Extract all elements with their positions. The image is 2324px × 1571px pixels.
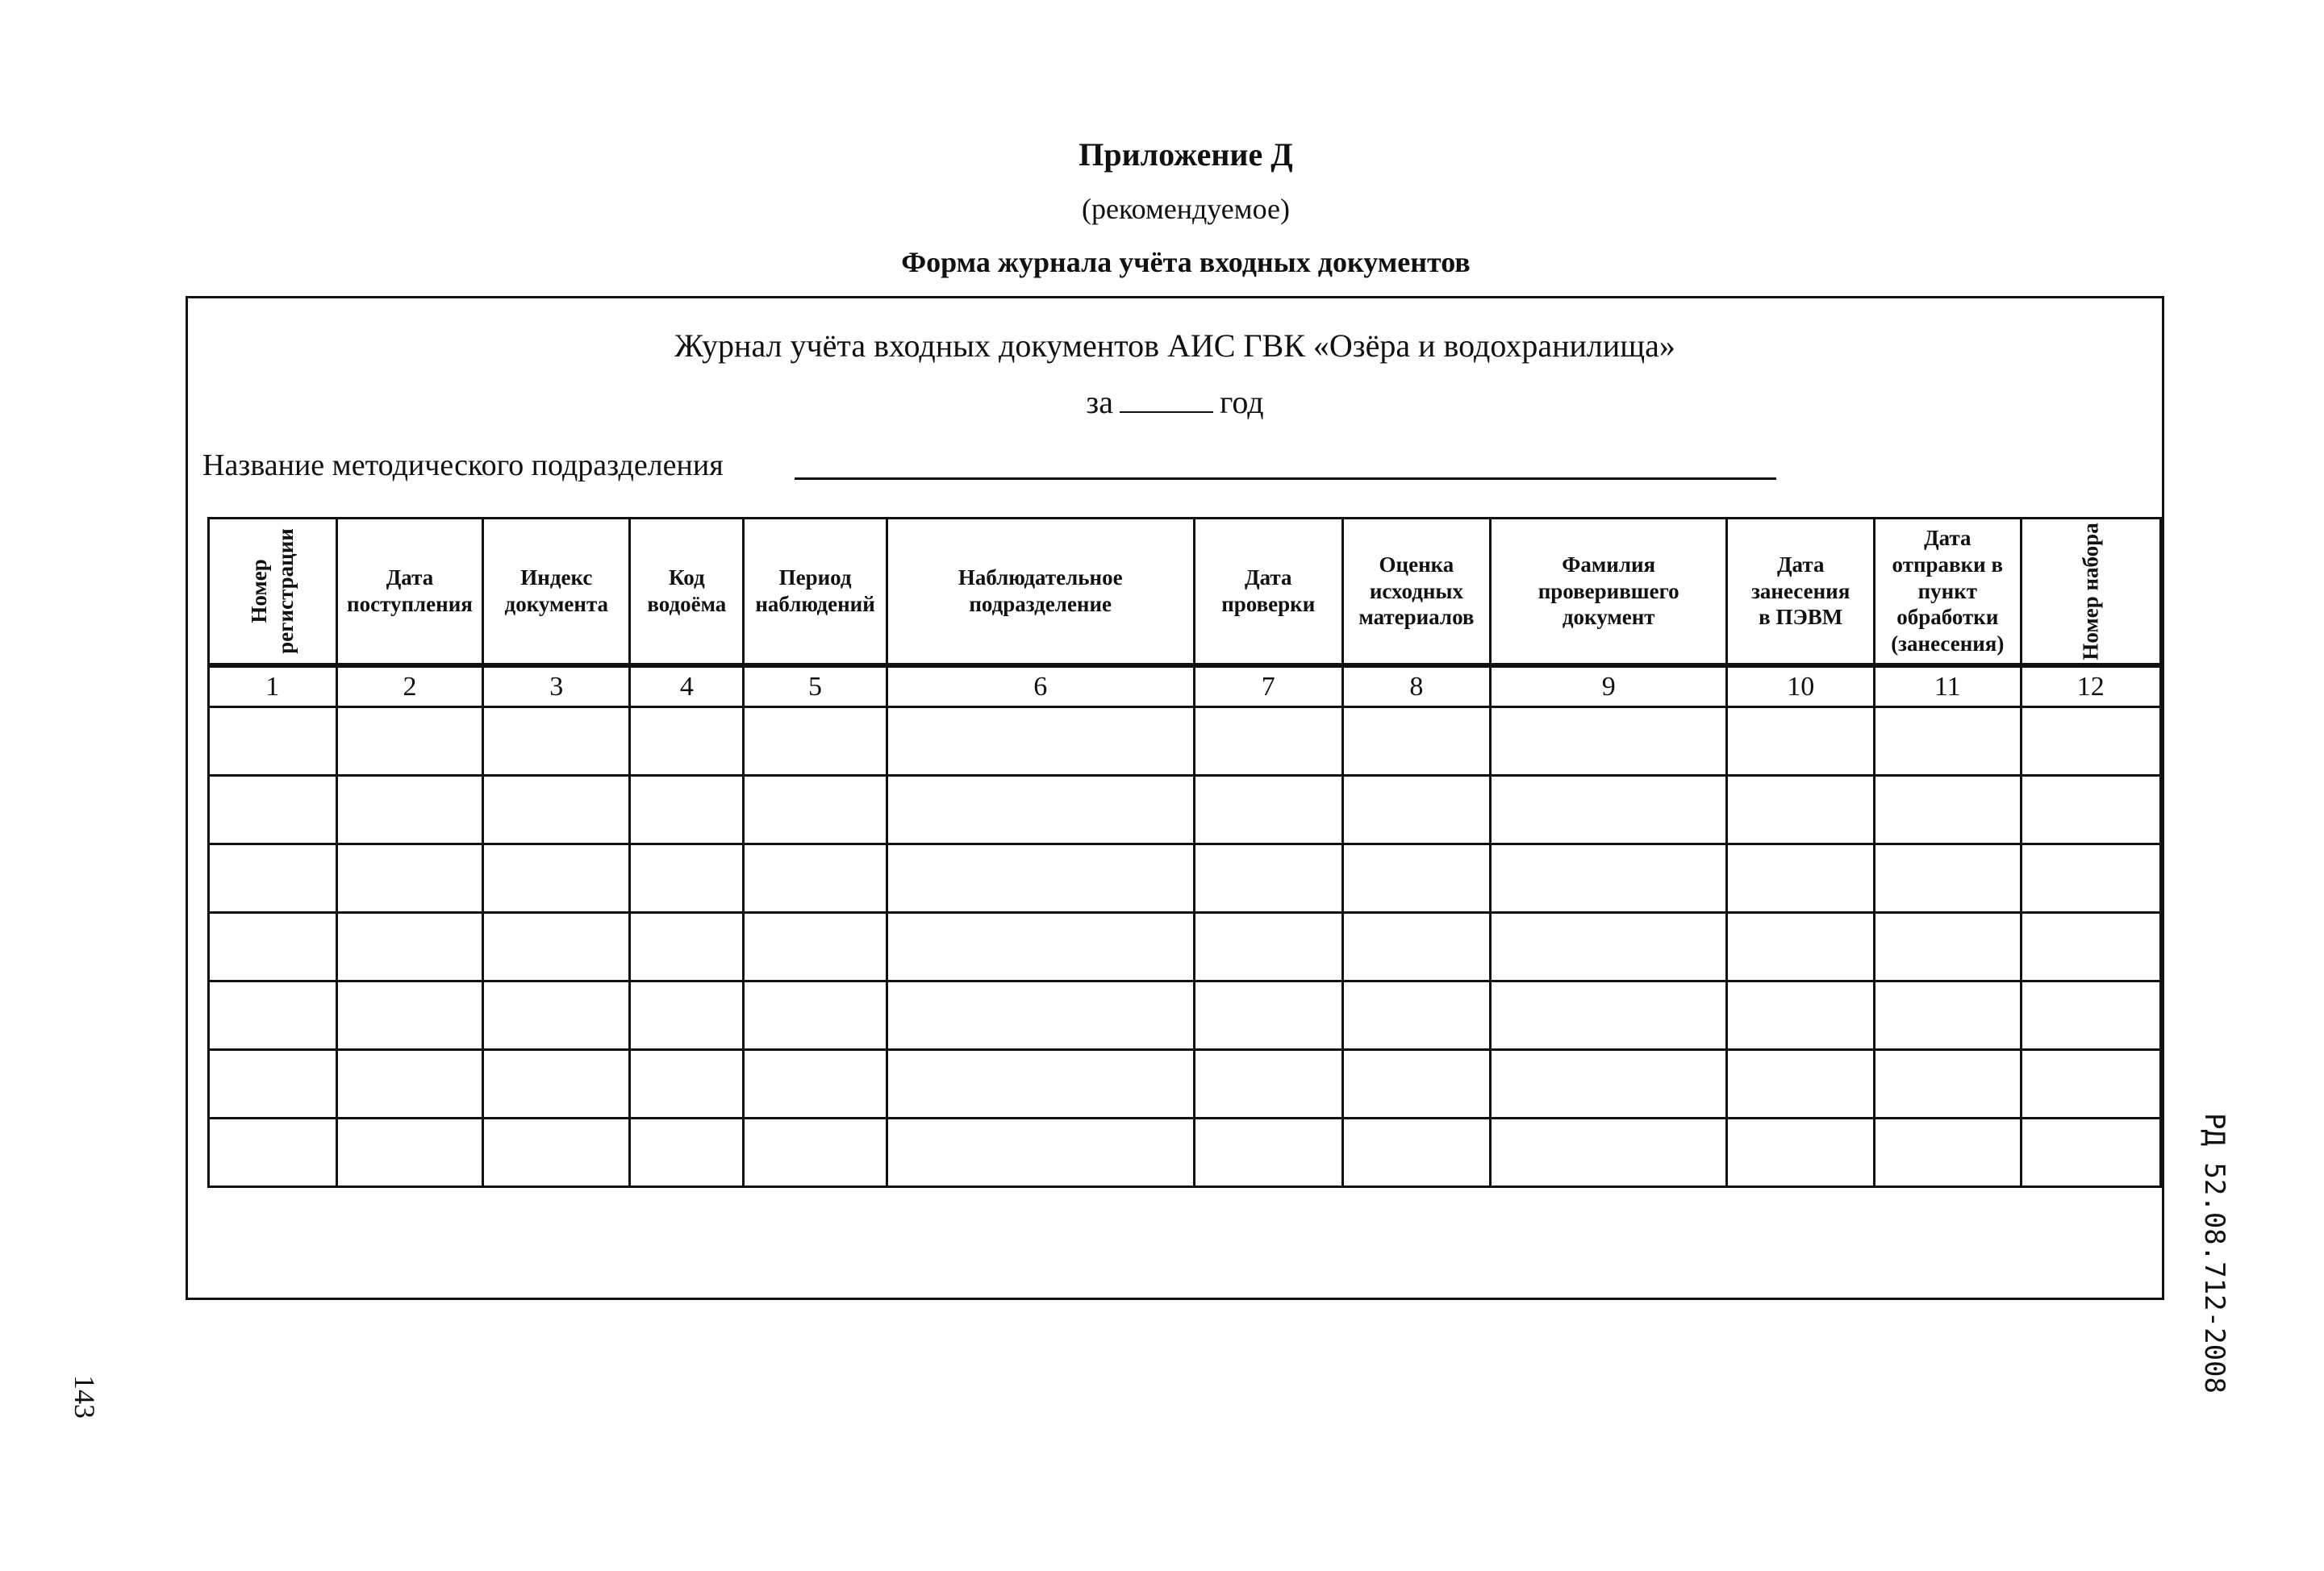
empty-cell[interactable] bbox=[483, 913, 630, 981]
column-number: 1 bbox=[209, 665, 337, 707]
empty-cell[interactable] bbox=[209, 776, 337, 844]
header-line: регистрации bbox=[273, 528, 298, 654]
header-line: Номер bbox=[246, 559, 271, 623]
empty-cell[interactable] bbox=[630, 913, 744, 981]
empty-cell[interactable] bbox=[1194, 913, 1342, 981]
empty-cell[interactable] bbox=[336, 1050, 483, 1119]
empty-cell[interactable] bbox=[1342, 844, 1490, 913]
empty-cell[interactable] bbox=[1194, 776, 1342, 844]
appendix-status: (рекомендуемое) bbox=[1082, 193, 1290, 225]
col-header-water-body-code: Код водоёма bbox=[630, 519, 744, 666]
header-row bbox=[209, 519, 2161, 666]
col-header-materials-assessment: Оценка исходных материалов bbox=[1342, 519, 1490, 666]
empty-cell[interactable] bbox=[483, 1119, 630, 1187]
empty-cell[interactable] bbox=[1342, 1119, 1490, 1187]
empty-cell[interactable] bbox=[887, 1119, 1194, 1187]
empty-cell[interactable] bbox=[887, 844, 1194, 913]
empty-cell[interactable] bbox=[887, 981, 1194, 1050]
empty-cell[interactable] bbox=[1727, 1050, 1875, 1119]
empty-cell[interactable] bbox=[209, 1050, 337, 1119]
empty-cell[interactable] bbox=[744, 913, 887, 981]
empty-cell[interactable] bbox=[1875, 1119, 2022, 1187]
empty-cell[interactable] bbox=[630, 707, 744, 776]
empty-cell[interactable] bbox=[744, 707, 887, 776]
department-blank-line[interactable] bbox=[795, 477, 1776, 480]
empty-cell[interactable] bbox=[1194, 1050, 1342, 1119]
col-header-set-number bbox=[2021, 519, 2160, 666]
column-number: 6 bbox=[887, 665, 1194, 707]
empty-cell[interactable] bbox=[1875, 844, 2022, 913]
empty-cell[interactable] bbox=[2021, 844, 2160, 913]
empty-cell[interactable] bbox=[630, 844, 744, 913]
department-label: Название методического подразделения bbox=[202, 448, 724, 482]
empty-cell[interactable] bbox=[209, 707, 337, 776]
empty-cell[interactable] bbox=[483, 776, 630, 844]
year-suffix: год bbox=[1219, 384, 1264, 420]
empty-cell[interactable] bbox=[336, 707, 483, 776]
table-row bbox=[209, 776, 2161, 844]
empty-cell[interactable] bbox=[1875, 981, 2022, 1050]
year-blank[interactable] bbox=[1120, 382, 1213, 413]
year-line bbox=[188, 382, 2162, 421]
column-number: 2 bbox=[336, 665, 483, 707]
column-number: 10 bbox=[1727, 665, 1875, 707]
col-header-observation-unit: Наблюдательное подразделение bbox=[887, 519, 1194, 666]
col-header-document-index: Индекс документа bbox=[483, 519, 630, 666]
column-number: 7 bbox=[1194, 665, 1342, 707]
empty-cell[interactable] bbox=[1194, 844, 1342, 913]
empty-cell[interactable] bbox=[2021, 1119, 2160, 1187]
empty-cell[interactable] bbox=[1727, 1119, 1875, 1187]
empty-cell[interactable] bbox=[2021, 707, 2160, 776]
col-header-dispatch-date: Дата отправки в пункт обработки (занесения) bbox=[1875, 519, 2022, 666]
empty-cell[interactable] bbox=[887, 913, 1194, 981]
appendix-title: Приложение Д bbox=[1079, 136, 1293, 173]
empty-cell[interactable] bbox=[2021, 981, 2160, 1050]
empty-cell[interactable] bbox=[630, 1119, 744, 1187]
empty-cell[interactable] bbox=[887, 707, 1194, 776]
table-row bbox=[209, 707, 2161, 776]
empty-cell[interactable] bbox=[209, 913, 337, 981]
journal-table bbox=[207, 517, 2162, 1188]
form-frame bbox=[186, 296, 2164, 1300]
empty-cell[interactable] bbox=[2021, 1050, 2160, 1119]
column-number: 9 bbox=[1491, 665, 1727, 707]
empty-cell[interactable] bbox=[1342, 707, 1490, 776]
page-number: 143 bbox=[69, 1375, 101, 1419]
empty-cell[interactable] bbox=[1875, 707, 2022, 776]
empty-cell[interactable] bbox=[1342, 1050, 1490, 1119]
empty-cell[interactable] bbox=[1727, 844, 1875, 913]
empty-cell[interactable] bbox=[744, 1050, 887, 1119]
column-number: 8 bbox=[1342, 665, 1490, 707]
col-header-check-date: Дата проверки bbox=[1194, 519, 1342, 666]
empty-cell[interactable] bbox=[1491, 1119, 1727, 1187]
column-number: 3 bbox=[483, 665, 630, 707]
empty-cell[interactable] bbox=[1342, 981, 1490, 1050]
empty-cell[interactable] bbox=[1875, 1050, 2022, 1119]
empty-cell[interactable] bbox=[1727, 707, 1875, 776]
column-number: 12 bbox=[2021, 665, 2160, 707]
empty-cell[interactable] bbox=[744, 844, 887, 913]
empty-cell[interactable] bbox=[744, 981, 887, 1050]
empty-cell[interactable] bbox=[1727, 981, 1875, 1050]
empty-cell[interactable] bbox=[630, 1050, 744, 1119]
empty-cell[interactable] bbox=[483, 707, 630, 776]
column-number: 4 bbox=[630, 665, 744, 707]
column-number: 11 bbox=[1875, 665, 2022, 707]
empty-cell[interactable] bbox=[336, 913, 483, 981]
set-number-label: Номер набора bbox=[2078, 522, 2103, 660]
empty-cell[interactable] bbox=[1342, 776, 1490, 844]
empty-cell[interactable] bbox=[1491, 1050, 1727, 1119]
empty-cell[interactable] bbox=[1491, 981, 1727, 1050]
empty-cell[interactable] bbox=[209, 1119, 337, 1187]
empty-cell[interactable] bbox=[336, 844, 483, 913]
empty-cell[interactable] bbox=[1194, 981, 1342, 1050]
empty-cell[interactable] bbox=[887, 1050, 1194, 1119]
table-row bbox=[209, 844, 2161, 913]
empty-cell[interactable] bbox=[1491, 844, 1727, 913]
year-prefix: за bbox=[1086, 384, 1113, 420]
empty-cell[interactable] bbox=[209, 981, 337, 1050]
empty-cell[interactable] bbox=[1491, 707, 1727, 776]
empty-cell[interactable] bbox=[1727, 913, 1875, 981]
table-row bbox=[209, 913, 2161, 981]
column-number: 5 bbox=[744, 665, 887, 707]
journal-title: Журнал учёта входных документов АИС ГВК «Озёра и водохранилища» bbox=[674, 327, 1675, 364]
empty-cell[interactable] bbox=[2021, 776, 2160, 844]
empty-cell[interactable] bbox=[1194, 707, 1342, 776]
table-row bbox=[209, 981, 2161, 1050]
column-number-row bbox=[209, 665, 2161, 707]
col-header-registration-number bbox=[209, 519, 337, 666]
document-code: РД 52.08.712-2008 bbox=[2198, 1113, 2230, 1394]
empty-cell[interactable] bbox=[1727, 776, 1875, 844]
table-row bbox=[209, 1119, 2161, 1187]
empty-cell[interactable] bbox=[209, 844, 337, 913]
empty-cell[interactable] bbox=[1875, 776, 2022, 844]
empty-cell[interactable] bbox=[1491, 776, 1727, 844]
empty-cell[interactable] bbox=[630, 776, 744, 844]
empty-cell[interactable] bbox=[1194, 1119, 1342, 1187]
col-header-pc-entry-date: Дата занесения в ПЭВМ bbox=[1727, 519, 1875, 666]
col-header-receipt-date: Дата поступления bbox=[336, 519, 483, 666]
journal-table-wrapper bbox=[207, 517, 2162, 1188]
empty-cell[interactable] bbox=[336, 1119, 483, 1187]
empty-cell[interactable] bbox=[1491, 913, 1727, 981]
empty-cell[interactable] bbox=[336, 776, 483, 844]
empty-cell[interactable] bbox=[1875, 913, 2022, 981]
empty-cell[interactable] bbox=[336, 981, 483, 1050]
empty-cell[interactable] bbox=[2021, 913, 2160, 981]
empty-cell[interactable] bbox=[483, 1050, 630, 1119]
empty-cell[interactable] bbox=[483, 844, 630, 913]
col-header-checker-surname: Фамилия проверившего документ bbox=[1491, 519, 1727, 666]
empty-cell[interactable] bbox=[744, 1119, 887, 1187]
form-title: Форма журнала учёта входных документов bbox=[901, 246, 1471, 278]
empty-cell[interactable] bbox=[744, 776, 887, 844]
col-header-observation-period: Период наблюдений bbox=[744, 519, 887, 666]
empty-cell[interactable] bbox=[630, 981, 744, 1050]
empty-cell[interactable] bbox=[1342, 913, 1490, 981]
table-row bbox=[209, 1050, 2161, 1119]
empty-cell[interactable] bbox=[887, 776, 1194, 844]
empty-cell[interactable] bbox=[483, 981, 630, 1050]
